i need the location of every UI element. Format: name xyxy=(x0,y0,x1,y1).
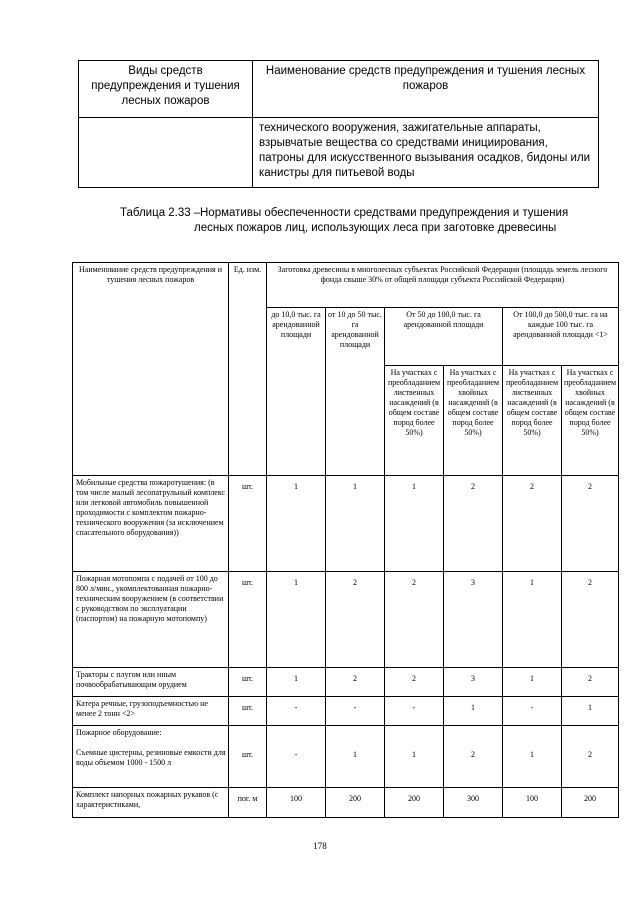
row-value: 1 xyxy=(267,476,326,572)
row-value: 2 xyxy=(562,668,619,697)
row-unit: шт. xyxy=(229,668,267,697)
row-value: 1 xyxy=(326,476,385,572)
row-value: - xyxy=(503,697,562,726)
row-value: 100 xyxy=(503,788,562,818)
page-number: 178 xyxy=(313,841,327,851)
row-value: 200 xyxy=(562,788,619,818)
row-value: 1 xyxy=(444,697,503,726)
row-unit: пог. м xyxy=(229,788,267,818)
header-sub-1: до 10,0 тыс. га арендованной площади xyxy=(267,308,326,476)
row-value: 1 xyxy=(326,726,385,788)
header-leaf-deciduous-1: На участках с преобладанием лиственных насаждений (в общем составе пород более 50%) xyxy=(385,366,444,476)
row-unit: шт. xyxy=(229,572,267,668)
row-name xyxy=(73,726,229,788)
table-row xyxy=(73,572,619,668)
table-row xyxy=(73,476,619,572)
row-value: 1 xyxy=(267,572,326,668)
row-name: Тракторы с плугом или иным почвообрабатывающим орудием xyxy=(73,668,229,697)
header-sub-3: От 50 до 100,0 тыс. га арендованной площади xyxy=(385,308,503,366)
top-header-types: Виды средств предупреждения и тушения лесных пожаров xyxy=(79,61,253,118)
standards-table xyxy=(72,262,619,818)
row-value: 1 xyxy=(503,572,562,668)
row-value: - xyxy=(267,697,326,726)
row-value: 3 xyxy=(444,572,503,668)
row-name: Пожарная мотопомпа с подачей от 100 до 800 л/мин., укомплектованная пожарно-техническим вооружением (в соответствии с руководством по эксплуатации (паспортом) на пожарную мотопомпу) xyxy=(73,572,229,668)
row-value: 1 xyxy=(562,697,619,726)
caption-number: Таблица 2.33 – xyxy=(120,207,201,219)
row-value: 2 xyxy=(385,668,444,697)
row-value: 2 xyxy=(444,476,503,572)
row-value: 1 xyxy=(385,726,444,788)
row-value: - xyxy=(326,697,385,726)
row-value: 300 xyxy=(444,788,503,818)
table-row xyxy=(73,668,619,697)
row-value: 200 xyxy=(385,788,444,818)
header-leaf-conifer-2: На участках с преобладанием хвойных насаждений (в общем составе пород более 50%) xyxy=(562,366,619,476)
row-name: Комплект напорных пожарных рукавов (с характеристиками, xyxy=(73,788,229,818)
row-value: 1 xyxy=(385,476,444,572)
row-name: Катера речные, грузоподъемностью не менее 2 тонн <2> xyxy=(73,697,229,726)
header-group: Заготовка древесины в многолесных субъектах Российской Федерации (площадь земель лесного фонда свыше 30% от общей площади субъекта Российской Федерации) xyxy=(267,263,619,308)
row-value: 2 xyxy=(444,726,503,788)
row-value: 2 xyxy=(385,572,444,668)
row-value: 3 xyxy=(444,668,503,697)
continued-table xyxy=(78,60,599,188)
row-value: 200 xyxy=(326,788,385,818)
row-value: 2 xyxy=(503,476,562,572)
header-leaf-conifer-1: На участках с преобладанием хвойных насаждений (в общем составе пород более 50%) xyxy=(444,366,503,476)
row-value: 1 xyxy=(267,668,326,697)
caption-text: Нормативы обеспеченности средствами предупреждения и тушения лесных пожаров лиц, использующих леса при заготовке древесины xyxy=(194,207,569,234)
row-value: - xyxy=(385,697,444,726)
row-value: 2 xyxy=(326,668,385,697)
row-value: 2 xyxy=(562,476,619,572)
row-group-title: Пожарное оборудование: xyxy=(76,728,162,737)
row-value: 2 xyxy=(562,572,619,668)
row-name: Мобильные средства пожаротушения: (в том числе малый лесопатрульный комплекс или легковой автомобиль повышенной проходимости с комплектом пожарно-технического вооружения (за исключением спасательного оборудования)) xyxy=(73,476,229,572)
top-cell-content: технического вооружения, зажигательные аппараты, взрывчатые вещества со средствами инициирования, патроны для искусственного вызывания осадков, бидоны или канистры для питьевой воды xyxy=(253,118,599,188)
row-value: 2 xyxy=(562,726,619,788)
row-value: 100 xyxy=(267,788,326,818)
row-value: 2 xyxy=(326,572,385,668)
header-unit: Ед. изм. xyxy=(229,263,267,476)
row-unit: шт. xyxy=(229,726,267,788)
row-value: 1 xyxy=(503,726,562,788)
header-name: Наименование средств предупреждения и тушения лесных пожаров xyxy=(73,263,229,476)
top-cell-empty xyxy=(79,118,253,188)
row-unit: шт. xyxy=(229,697,267,726)
table-row xyxy=(73,726,619,788)
row-unit: шт. xyxy=(229,476,267,572)
top-header-names: Наименование средств предупреждения и тушения лесных пожаров xyxy=(253,61,599,118)
table-row xyxy=(73,697,619,726)
table-caption xyxy=(120,206,590,236)
row-value: - xyxy=(267,726,326,788)
header-sub-4: От 100,0 до 500,0 тыс. га на каждые 100 тыс. га арендованной площади <1> xyxy=(503,308,619,366)
row-value: 1 xyxy=(503,668,562,697)
header-leaf-deciduous-2: На участках с преобладанием лиственных насаждений (в общем составе пород более 50%) xyxy=(503,366,562,476)
table-row xyxy=(73,788,619,818)
row-name-text: Съемные цистерны, резиновые емкости для воды объемом 1000 - 1500 л xyxy=(76,748,226,767)
header-sub-2: от 10 до 50 тыс. га арендованной площади xyxy=(326,308,385,476)
